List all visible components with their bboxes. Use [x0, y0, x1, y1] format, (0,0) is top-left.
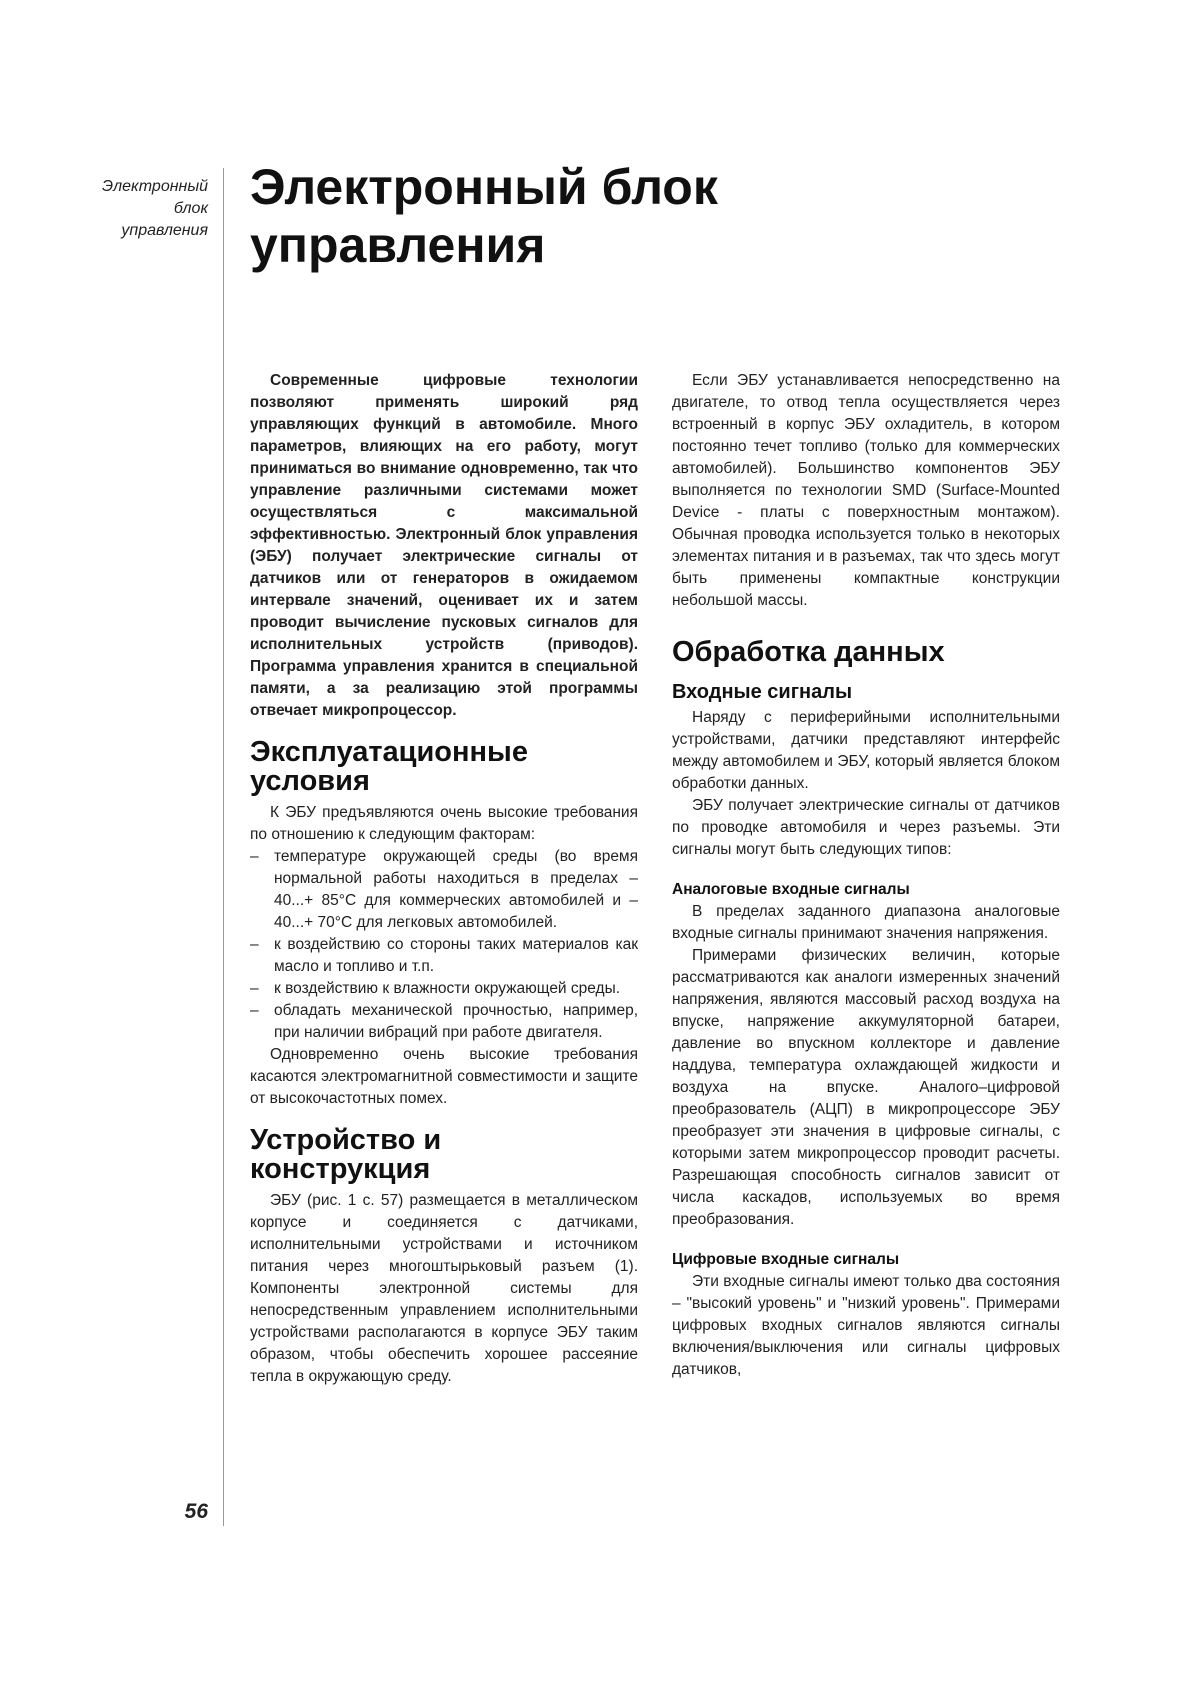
section-heading-design [250, 1126, 638, 1184]
subheading-input-signals: Входные сигналы [672, 681, 853, 703]
inputs-paragraph-2: ЭБУ получает электрические сигналы от датчиков по проводке автомобиля и через разъемы. Эти сигналы могут быть следующих типов: [672, 797, 1060, 858]
dash-marker: – [250, 1002, 259, 1019]
title-line: Электронный блок [250, 159, 718, 215]
list-item [250, 978, 638, 1000]
conditions-lead: К ЭБУ предъявляются очень высокие требования по отношению к следующим факторам: [250, 804, 638, 843]
design-paragraph: ЭБУ (рис. 1 с. 57) размещается в металлическом корпусе и соединяется с датчиками, исполнительными устройствами и источником питания через многоштырьковый разъем (1). Компоненты электронной системы для непосредственным управлением исполнительными устройствами располагаются в корпусе ЭБУ таким образом, чтобы обеспечить хорошее рассеяние тепла в окружающую среду. [250, 1192, 638, 1385]
page-title [250, 158, 1010, 274]
left-column [250, 370, 638, 1388]
title-line: управления [250, 217, 546, 273]
analog-paragraph-1: В пределах заданного диапазона аналоговые входные сигналы принимают значения напряжения. [672, 903, 1060, 942]
cooling-paragraph: Если ЭБУ устанавливается непосредственно на двигателе, то отвод тепла осуществляется через встроенный в корпус ЭБУ охладитель, в котором постоянно течет топливо (только для коммерческих автомобилей). Большинство компонентов ЭБУ выполняется по технологии SMD (Surface-Mounted Device - платы с поверхностным монтажом). Обычная проводка используется только в некоторых элементах питания и в разъемах, так что здесь могут быть применены компактные конструкции небольшой массы. [672, 372, 1060, 609]
margin-label-line: Электронный [102, 178, 208, 195]
list-item-text: к воздействию к влажности окружающей среды. [274, 980, 621, 997]
margin-section-label [60, 176, 208, 242]
list-item-text: обладать механической прочностью, например, при наличии вибраций при работе двигателя. [274, 1002, 638, 1041]
heading-line: условия [250, 765, 370, 797]
inputs-paragraph-1: Наряду с периферийными исполнительными устройствами, датчики представляют интерфейс между автомобилем и ЭБУ, который является блоком обработки данных. [672, 709, 1060, 792]
conditions-list [250, 846, 638, 1044]
margin-label-line: управления [121, 222, 208, 239]
list-item-text: к воздействию со стороны таких материалов как масло и топливо и т.п. [274, 936, 638, 975]
conditions-closing: Одновременно очень высокие требования касаются электромагнитной совместимости и защите от высокочастотных помех. [250, 1046, 638, 1107]
vertical-divider [223, 168, 224, 1526]
subheading-digital-signals: Цифровые входные сигналы [672, 1251, 900, 1268]
analog-paragraph-2: Примерами физических величин, которые рассматриваются как аналоги измеренных значений напряжения, являются массовый расход воздуха на впуске, напряжение аккумуляторной батареи, давление во впускном коллекторе и давление наддува, температура охлаждающей жидкости и воздуха на впуске. Аналого–цифровой преобразователь (АЦП) в микропроцессоре ЭБУ преобразует эти значения в цифровые сигналы, с которыми затем микропроцессор проводит расчеты. Разрешающая способность сигналов зависит от числа каскадов, используемых во время преобразования. [672, 947, 1060, 1228]
right-column [672, 370, 1060, 1381]
list-item-text: температуре окружающей среды (во время нормальной работы находиться в пределах – 40...+ 85°С для коммерческих автомобилей и – 40...+ 70°С для легковых автомобилей. [274, 848, 638, 931]
heading-line: Эксплуатационные [250, 736, 528, 768]
section-heading-data-processing: Обработка данных [672, 636, 945, 668]
subheading-analog-signals: Аналоговые входные сигналы [672, 881, 910, 898]
dash-marker: – [250, 980, 259, 997]
heading-line: конструкция [250, 1153, 431, 1185]
heading-line: Устройство и [250, 1124, 442, 1156]
list-item [250, 1000, 638, 1044]
list-item [250, 846, 638, 934]
page-number: 56 [184, 1500, 208, 1523]
intro-paragraph: Современные цифровые технологии позволяют применять широкий ряд управляющих функций в автомобиле. Много параметров, влияющих на его работу, могут приниматься во внимание одновременно, так что управление различными системами может осуществляться с максимальной эффективностью. Электронный блок управления (ЭБУ) получает электрические сигналы от датчиков или от генераторов в ожидаемом интервале значений, оценивает их и затем проводит вычисление пусковых сигналов для исполнительных устройств (приводов). Программа управления хранится в специальной памяти, а за реализацию этой программы отвечает микропроцессор. [250, 372, 638, 719]
list-item [250, 934, 638, 978]
digital-paragraph-1: Эти входные сигналы имеют только два состояния – "высокий уровень" и "низкий уровень". Примерами цифровых входных сигналов являются сигналы включения/выключения или сигналы цифровых датчиков, [672, 1273, 1060, 1378]
margin-label-line: блок [173, 200, 208, 217]
dash-marker: – [250, 848, 259, 865]
dash-marker: – [250, 936, 259, 953]
section-heading-conditions [250, 738, 638, 796]
